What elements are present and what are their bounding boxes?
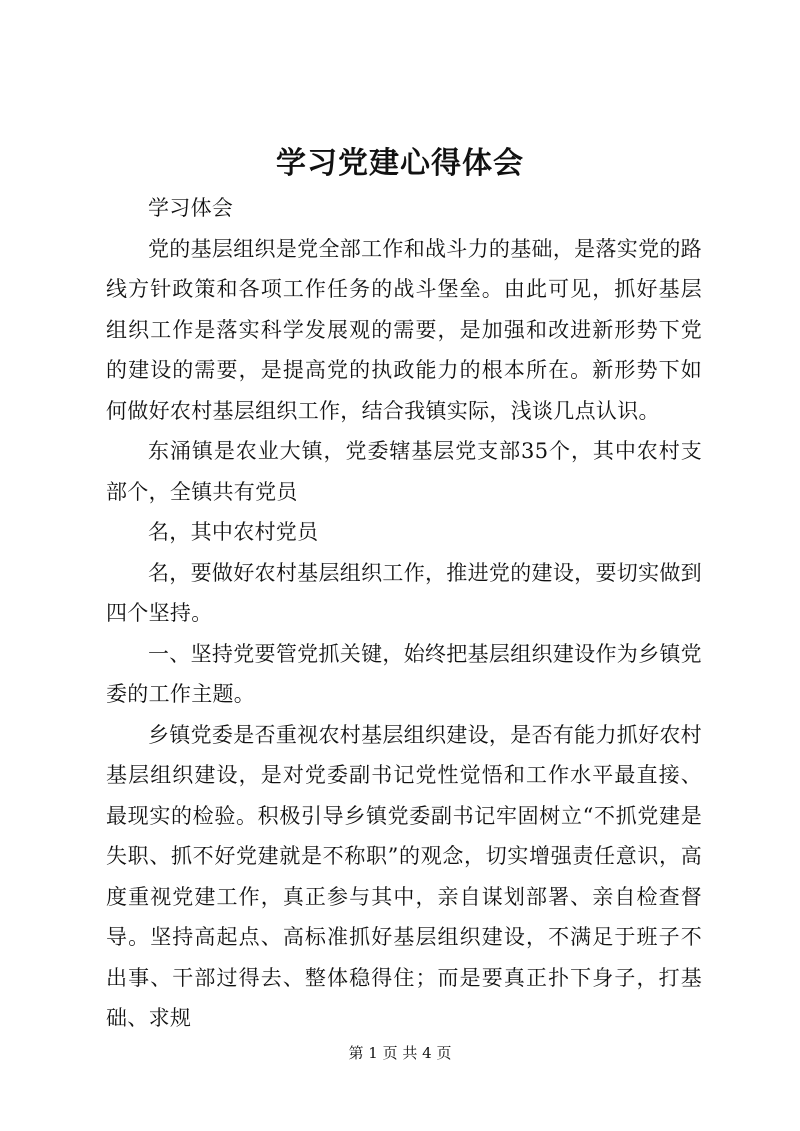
- paragraph-point-one: 一、坚持党要管党抓关键，始终把基层组织建设作为乡镇党委的工作主题。: [106, 641, 702, 706]
- paragraph-point-one-detail: 乡镇党委是否重视农村基层组织建设，是否有能力抓好农村基层组织建设，是对党委副书记党性觉悟和工作水平最直接、最现实的检验。积极引导乡镇党委副书记牢固树立“不抓党建是失职、抓不好党建就是不称职”的观念，切实增强责任意识，高度重视党建工作，真正参与其中，亲自谋划部署、亲自检查督导。坚持高起点、高标准抓好基层组织建设，不满足于班子不出事、干部过得去、整体稳得住；而是要真正扑下身子，打基础、求规: [106, 722, 702, 1030]
- paragraph-heading-study: 学习体会: [148, 196, 234, 220]
- page-footer: 第 1 页 共 4 页: [348, 1044, 452, 1062]
- paragraph-intro: 党的基层组织是党全部工作和战斗力的基础，是落实党的路线方针政策和各项工作任务的战斗堡垒。由此可见，抓好基层组织工作是落实科学发展观的需要，是加强和改进新形势下党的建设的需要，是提高党的执政能力的根本所在。新形势下如何做好农村基层组织工作，结合我镇实际，浅谈几点认识。: [106, 236, 702, 423]
- document-body: [106, 188, 702, 1039]
- paragraph-town-info: 东涌镇是农业大镇，党委辖基层党支部35个，其中农村支部个，全镇共有党员: [106, 439, 702, 504]
- paragraph-four-adherences: 名，要做好农村基层组织工作，推进党的建设，要切实做到四个坚持。: [106, 560, 702, 625]
- paragraph-rural-members: 名，其中农村党员: [148, 520, 319, 544]
- page-title: 学习党建心得体会: [276, 146, 524, 181]
